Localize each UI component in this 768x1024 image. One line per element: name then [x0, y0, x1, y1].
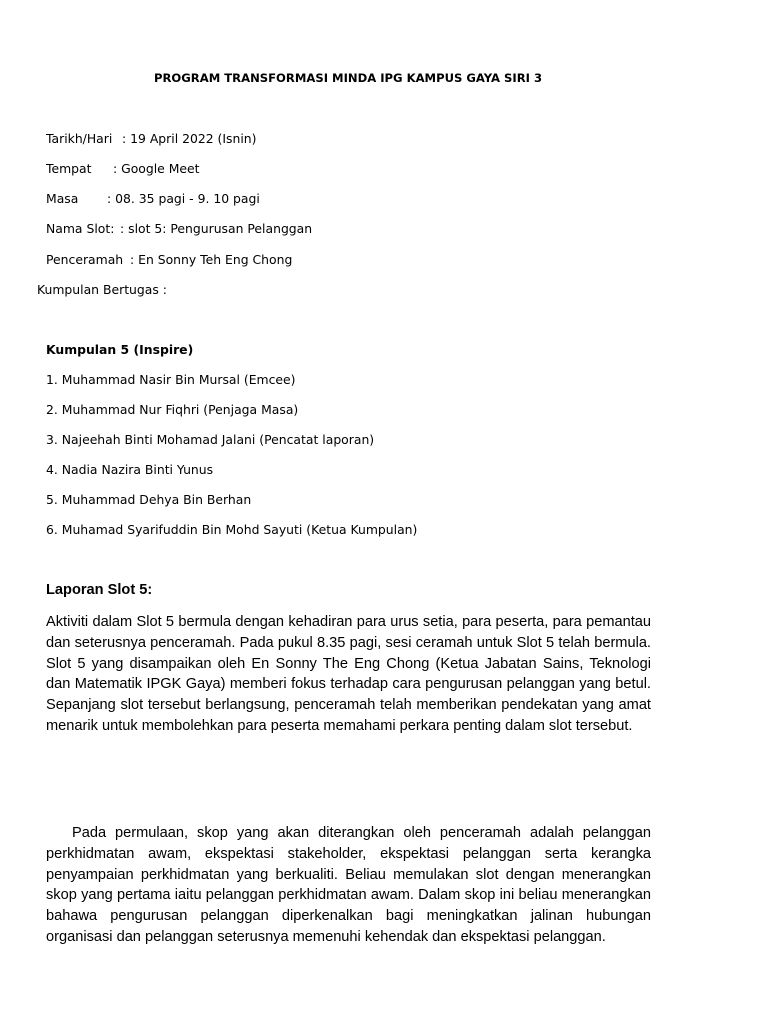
tempat-value: : Google Meet [113, 161, 200, 176]
tarikh-value: : 19 April 2022 (Isnin) [122, 131, 257, 146]
slot-value: : slot 5: Pengurusan Pelanggan [120, 221, 313, 236]
tempat-label: Tempat [46, 161, 92, 176]
report-paragraph-1: Aktiviti dalam Slot 5 bermula dengan kehadiran para urus setia, para peserta, para pemantau dan seterusnya penceramah. Pada pukul 8.35 pagi, sesi ceramah untuk Slot 5 telah bermula. Slot 5 yang disampaikan oleh En Sonny The Eng Chong (Ketua Jabatan Sains, Teknologi dan Matematik IPGK Gaya) memberi fokus terhadap cara pengurusan pelanggan yang betul. Sepanjang slot tersebut berlangsung, penceramah telah memberikan pendekatan yang amat menarik untuk membolehkan para peserta memahami perkara penting dalam slot tersebut. [46, 614, 651, 734]
penceramah-value: : En Sonny Teh Eng Chong [130, 252, 293, 267]
masa-label: Masa [46, 191, 79, 206]
report-heading: Laporan Slot 5: [46, 582, 153, 598]
slot-label: Nama Slot: [46, 221, 115, 236]
member-item: 4. Nadia Nazira Binti Yunus [46, 462, 214, 477]
info-tarikh [46, 131, 256, 146]
report-paragraph-2: Pada permulaan, skop yang akan diterangkan oleh penceramah adalah pelanggan perkhidmatan awam, ekspektasi stakeholder, ekspektasi pelanggan serta kerangka penyampaian perkhidmatan yang berkualiti. Beliau memulakan slot dengan menerangkan skop yang pertama iaitu pelanggan perkhidmatan awam. Dalam skop ini beliau menerangkan bahawa pengurusan pelanggan diperkenalkan bagi meningkatkan jalinan hubungan organisasi dan pelanggan seterusnya memenuhi kehendak dan ekspektasi pelanggan. [46, 825, 651, 945]
member-item: 6. Muhamad Syarifuddin Bin Mohd Sayuti (Ketua Kumpulan) [46, 522, 418, 537]
member-item: 2. Muhammad Nur Fiqhri (Penjaga Masa) [46, 402, 299, 417]
info-tempat [46, 161, 200, 176]
tarikh-label: Tarikh/Hari [46, 131, 113, 146]
penceramah-label: Penceramah [46, 252, 124, 267]
info-penceramah [46, 252, 292, 267]
member-item: 5. Muhammad Dehya Bin Berhan [46, 492, 252, 507]
member-item: 1. Muhammad Nasir Bin Mursal (Emcee) [46, 372, 296, 387]
masa-value: : 08. 35 pagi - 9. 10 pagi [107, 191, 260, 206]
group-name: Kumpulan 5 (Inspire) [46, 342, 194, 357]
info-masa [46, 191, 260, 206]
member-item: 3. Najeehah Binti Mohamad Jalani (Pencatat laporan) [46, 432, 375, 447]
document-title: PROGRAM TRANSFORMASI MINDA IPG KAMPUS GAYA SIRI 3 [154, 71, 543, 85]
kumpulan-bertugas-label: Kumpulan Bertugas : [37, 282, 167, 297]
info-nama-slot [46, 221, 312, 236]
